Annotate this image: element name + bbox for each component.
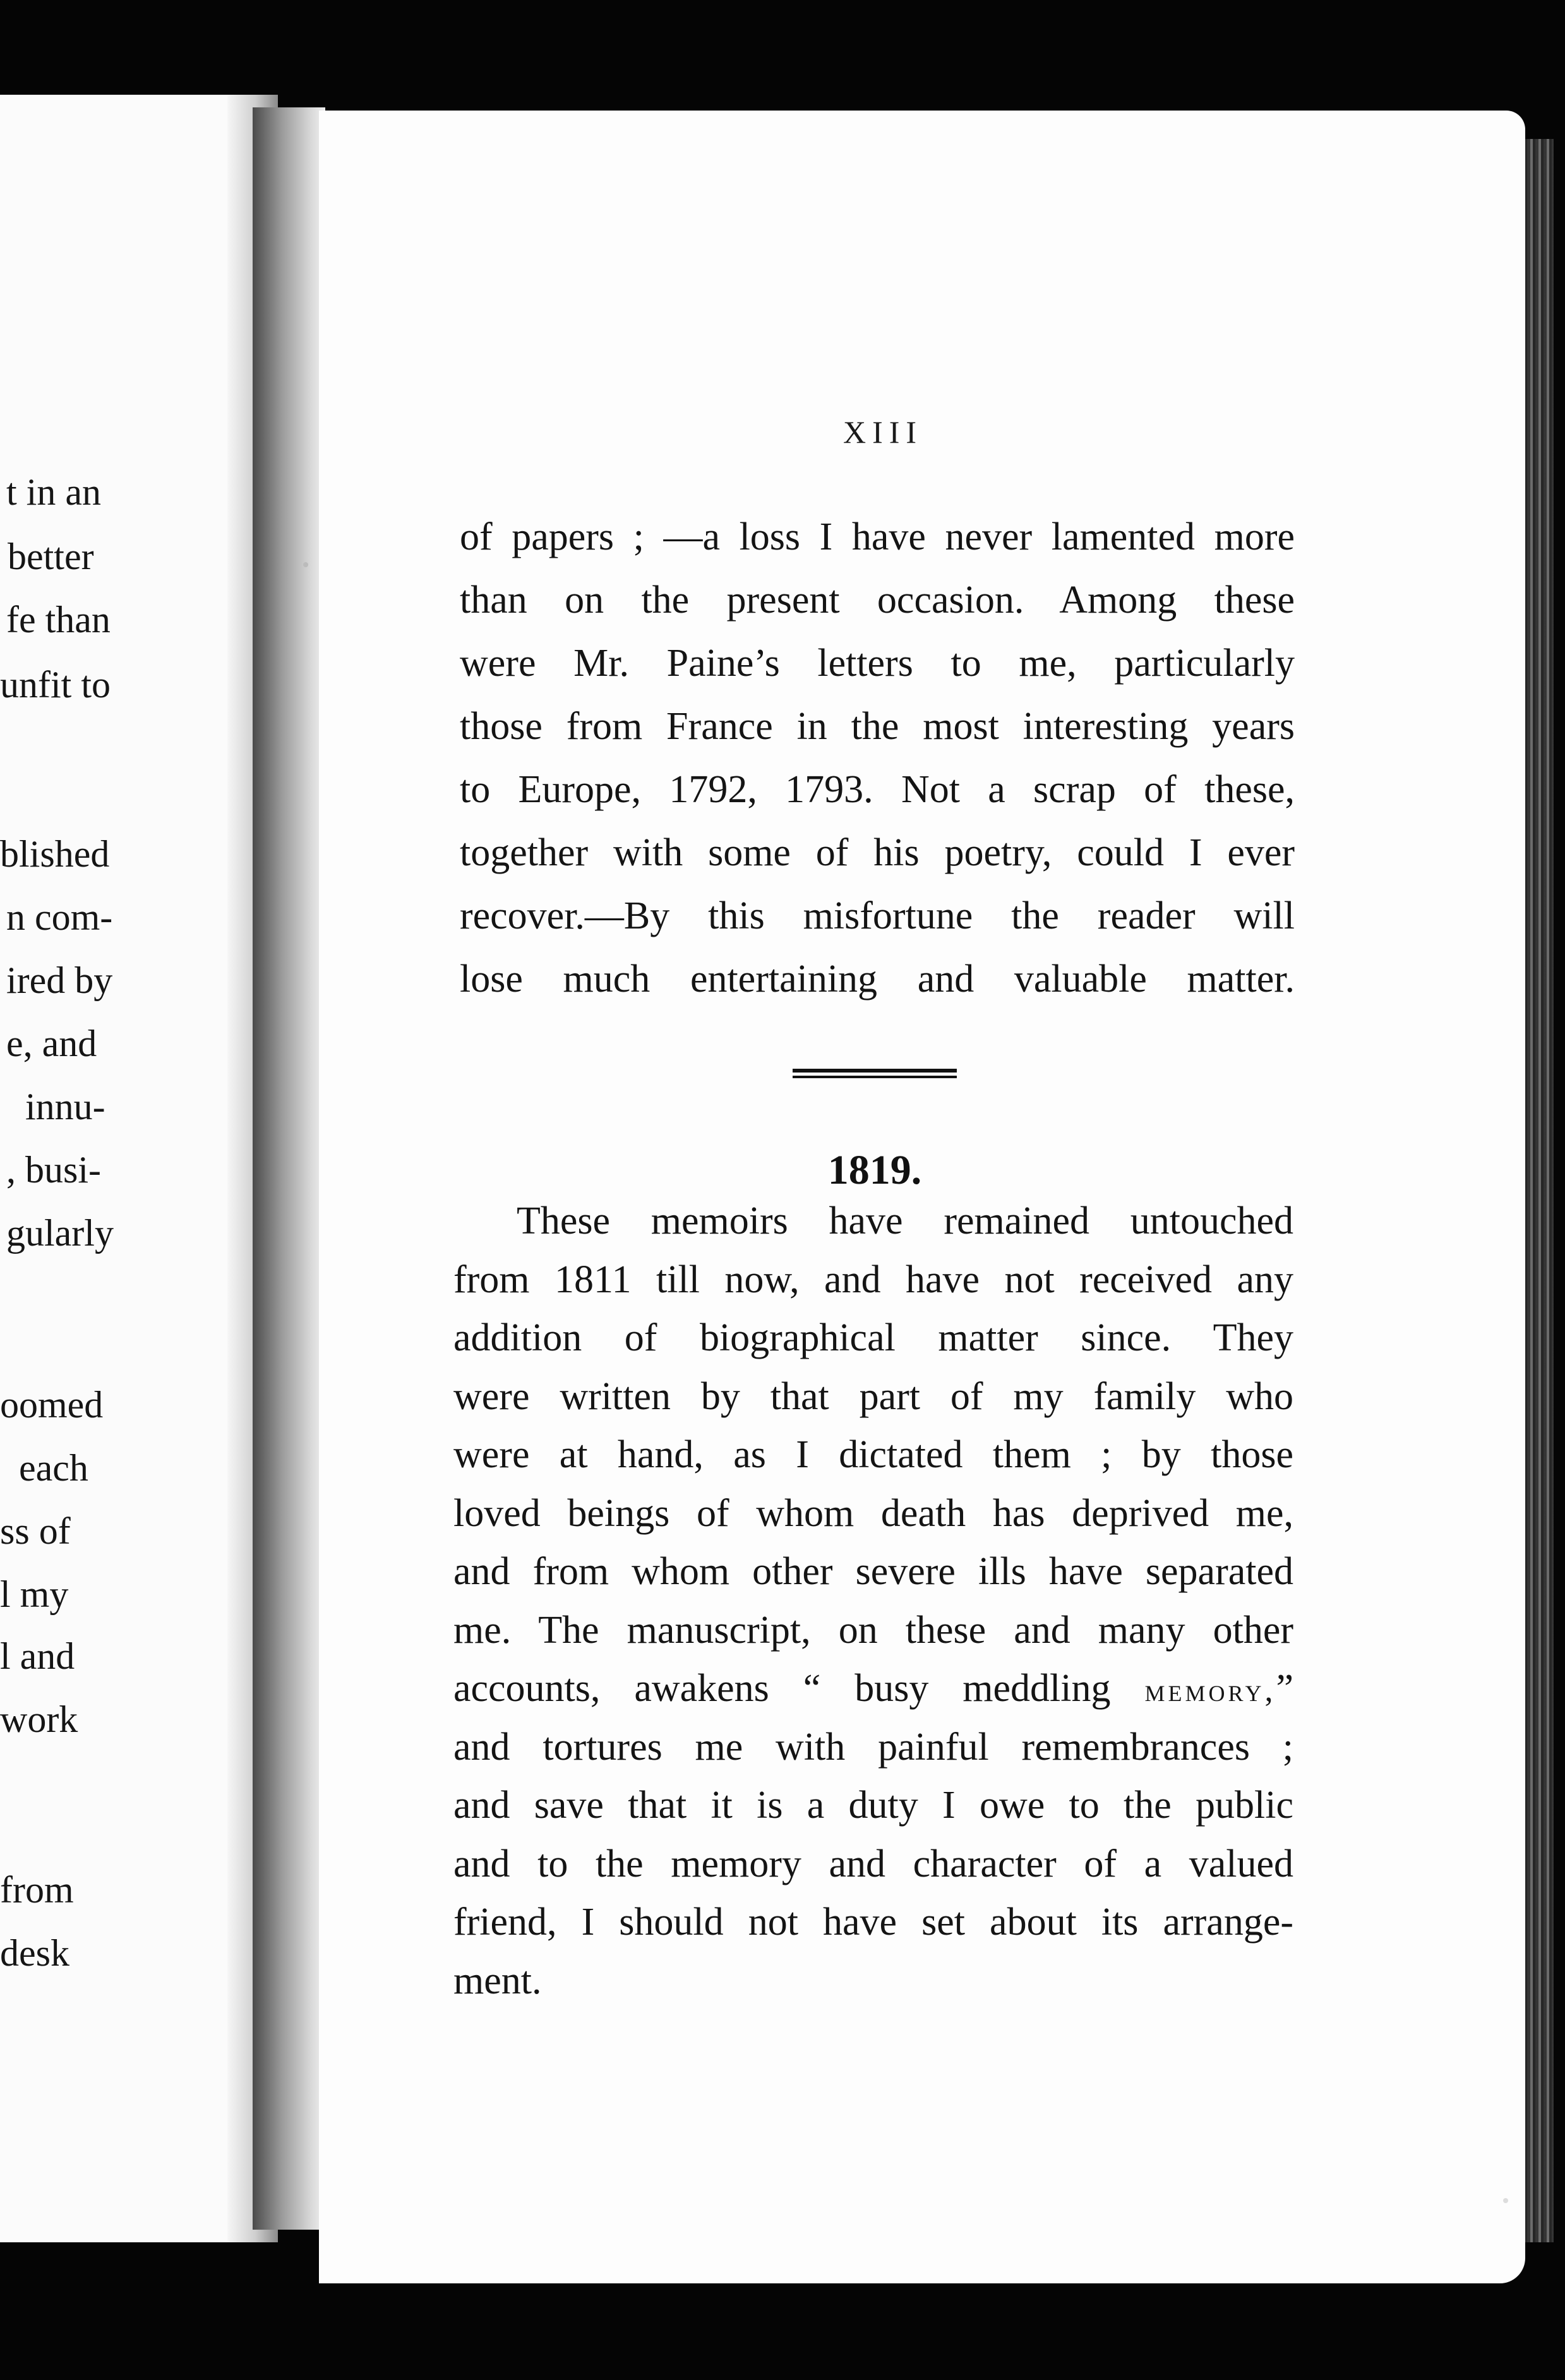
- left-fragment: l my: [0, 1573, 69, 1615]
- left-fragment: , busi-: [6, 1149, 101, 1191]
- left-fragment: ired by: [6, 959, 113, 1001]
- paper-speck: [1503, 2198, 1508, 2203]
- left-fragment: better: [8, 536, 94, 577]
- text-line: were at hand, as I dictated them ; by those: [453, 1433, 1293, 1476]
- text-line: and to the memory and character of a valued: [453, 1842, 1293, 1885]
- text-line: and save that it is a duty I owe to the public: [453, 1784, 1293, 1827]
- smallcaps-memory: memory,: [1144, 1673, 1276, 1709]
- left-fragment: l and: [0, 1635, 75, 1677]
- text-line: to Europe, 1792, 1793. Not a scrap of these,: [460, 768, 1295, 811]
- paragraph-continued: [460, 505, 1295, 1011]
- text-line: friend, I should not have set about its arrange-: [453, 1901, 1293, 1944]
- text-line: of papers ; —a loss I have never lamented more: [460, 515, 1295, 558]
- text-line: those from France in the most interesting years: [460, 705, 1295, 748]
- paragraph-1819: [453, 1192, 1293, 2010]
- text-span: ”: [1276, 1667, 1293, 1710]
- text-line: and from whom other severe ills have separated: [453, 1550, 1293, 1593]
- text-line: than on the present occasion. Among these: [460, 579, 1295, 622]
- section-heading-date: 1819.: [827, 1147, 922, 1193]
- left-page: [0, 95, 278, 2242]
- left-fragment: n com-: [6, 896, 113, 938]
- left-fragment: each: [19, 1447, 88, 1489]
- paper-speck: [303, 562, 308, 567]
- text-line-memory: [453, 1659, 1293, 1718]
- left-fragment: gularly: [6, 1212, 114, 1254]
- divider-thin-line: [793, 1076, 957, 1078]
- text-line: and tortures me with painful remembrances ;: [453, 1725, 1293, 1769]
- left-fragment: ss of: [0, 1510, 71, 1552]
- left-fragment: fe than: [6, 599, 111, 640]
- left-fragment: unfit to: [0, 664, 111, 706]
- left-fragment: e, and: [6, 1023, 97, 1064]
- text-line: addition of biographical matter since. They: [453, 1316, 1293, 1359]
- text-span: accounts, awakens “ busy meddling: [453, 1667, 1145, 1710]
- left-fragment: from: [0, 1869, 74, 1911]
- text-line: me. The manuscript, on these and many other: [453, 1608, 1293, 1652]
- text-line: together with some of his poetry, could I ever: [460, 831, 1295, 874]
- text-line: lose much entertaining and valuable matter.: [460, 958, 1295, 1001]
- divider-thick-line: [793, 1069, 957, 1073]
- section-divider-rule: [793, 1069, 957, 1081]
- text-line: from 1811 till now, and have not received any: [453, 1258, 1293, 1301]
- left-fragment: desk: [0, 1932, 69, 1974]
- text-line: were Mr. Paine’s letters to me, particularly: [460, 642, 1295, 685]
- text-line: recover.—By this misfortune the reader will: [460, 894, 1295, 937]
- text-line: were written by that part of my family who: [453, 1374, 1293, 1418]
- text-line: ment.: [453, 1959, 542, 2002]
- left-fragment: oomed: [0, 1384, 104, 1426]
- left-fragment: t in an: [6, 471, 101, 513]
- text-line: These memoirs have remained untouched: [517, 1199, 1293, 1242]
- page-number: XIII: [843, 414, 923, 450]
- left-fragment: work: [0, 1698, 78, 1740]
- left-fragment: innu-: [25, 1086, 105, 1127]
- left-fragment: blished: [0, 833, 110, 875]
- book-spine-shadow: [253, 107, 325, 2230]
- text-line: loved beings of whom death has deprived me,: [453, 1491, 1293, 1535]
